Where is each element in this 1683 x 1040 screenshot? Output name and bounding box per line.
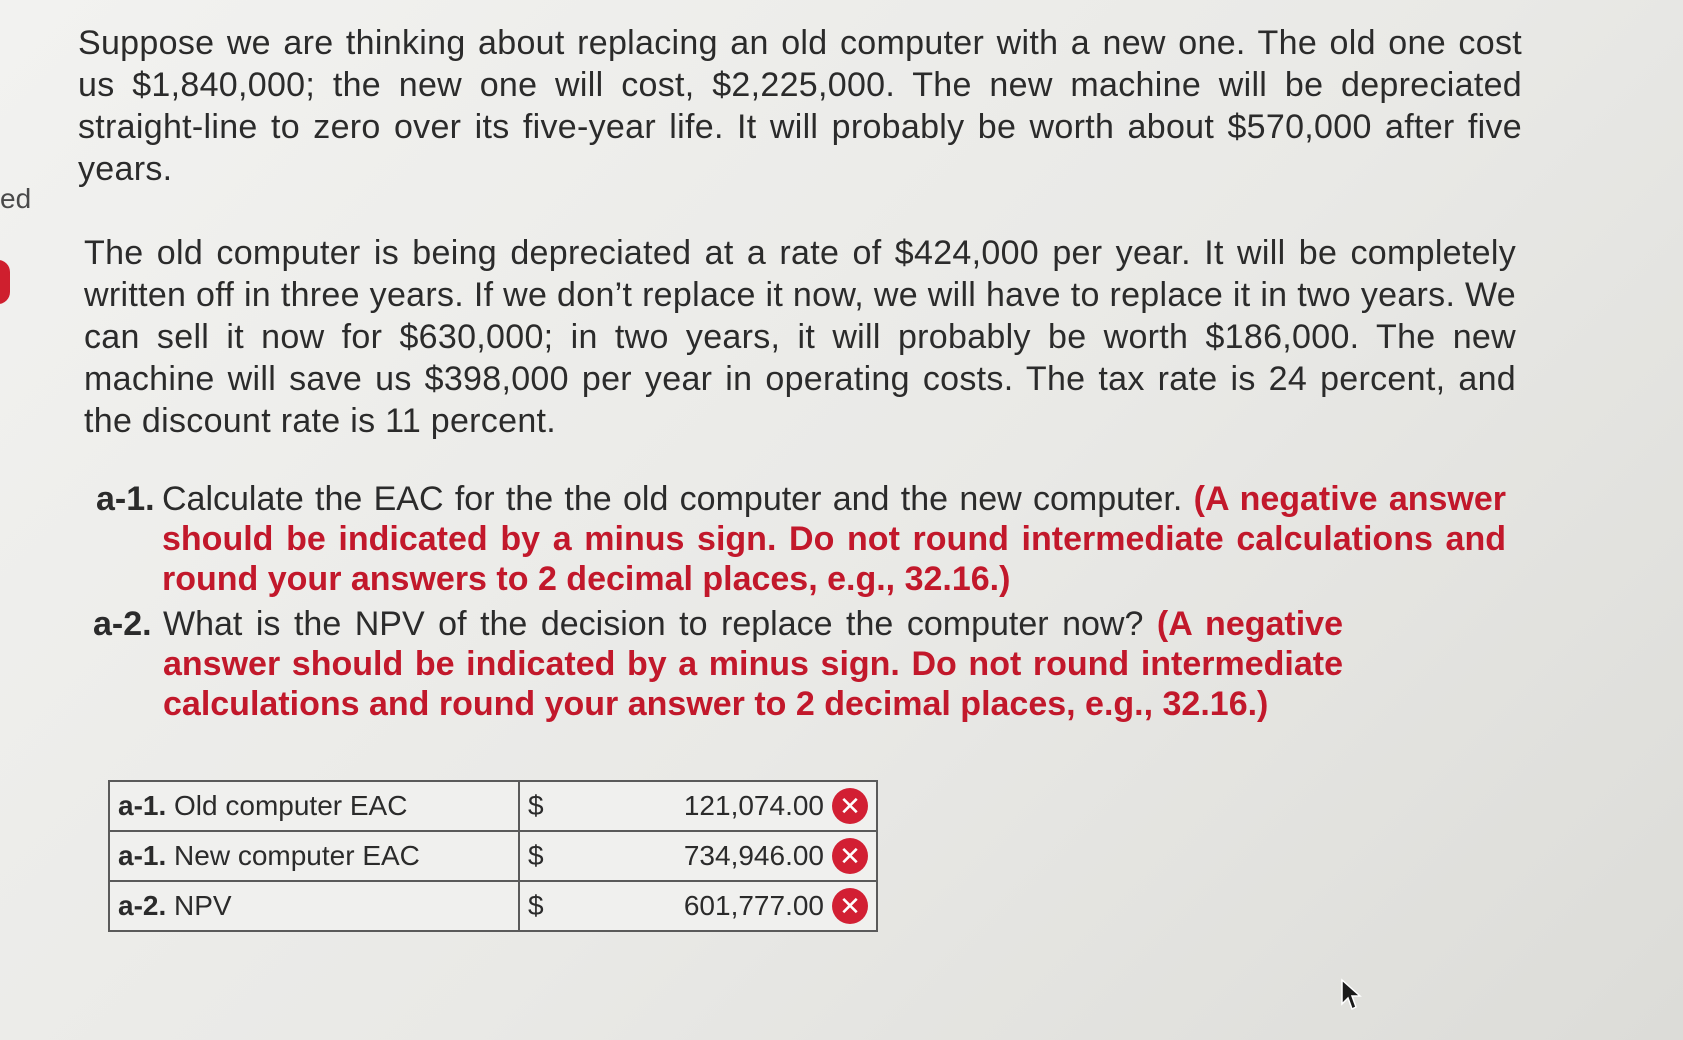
row-label [109,781,519,831]
incorrect-x-icon: ✕ [832,838,868,874]
cropped-edge-text: ed [0,183,32,214]
row-label-text: New computer EAC [174,840,420,871]
answer-row-new-eac [109,831,877,881]
question-text: What is the NPV of the decision to replace the computer now? [163,605,1144,643]
answer-value: 121,074.00 [683,790,824,821]
question-instruction: (A negative answer should be indicated by a minus sign. Do not round intermediate calculations and round your answers to 2 decimal places, e.g., 32.16.) [162,480,1506,598]
question-text: Calculate the EAC for the the old computer and the new computer. [162,480,1183,518]
question-instruction: (A negative answer should be indicated by a minus sign. Do not round intermediate calculations and round your answer to 2 decimal places, e.g., 32.16.) [163,605,1343,723]
incorrect-x-icon: ✕ [832,788,868,824]
row-label-text: NPV [174,890,232,921]
answer-value: 734,946.00 [683,840,824,871]
answer-input-new-eac[interactable] [560,831,877,881]
answer-value: 601,777.00 [683,890,824,921]
answer-input-npv[interactable] [560,881,877,931]
row-label-prefix: a-1. [118,840,167,871]
currency-symbol: $ [519,881,560,931]
question-label: a-2. [93,605,152,643]
problem-paragraph-1: Suppose we are thinking about replacing an old computer with a new one. The old one cost us $1,840,000; the new one will cost, $2,225,000. The new machine will be depreciated straight-line to zero over its five-year life. It will probably be worth about $570,000 after five years. [78,24,1522,188]
row-label-prefix: a-1. [118,790,167,821]
cropped-edge-marker [0,260,10,304]
question-a2 [93,604,1343,724]
problem-paragraph-2: The old computer is being depreciated at a rate of $424,000 per year. It will be completely written off in three years. If we don’t replace it now, we will have to replace it in two years. We can sell it now for $630,000; in two years, it will probably be worth $186,000. The new machine will save us $398,000 per year in operating costs. The tax rate is 24 percent, and the discount rate is 11 percent. [84,234,1516,440]
row-label [109,881,519,931]
currency-symbol: $ [519,781,560,831]
row-label-text: Old computer EAC [174,790,408,821]
question-a1 [96,479,1506,599]
question-label: a-1. [96,480,155,518]
question-body [162,479,1506,599]
incorrect-x-icon: ✕ [832,888,868,924]
row-label [109,831,519,881]
answer-row-npv [109,881,877,931]
mouse-cursor-icon [1340,978,1364,1012]
answer-table [108,780,878,932]
currency-symbol: $ [519,831,560,881]
answer-row-old-eac [109,781,877,831]
row-label-prefix: a-2. [118,890,167,921]
question-body [163,604,1343,724]
answer-input-old-eac[interactable] [560,781,877,831]
